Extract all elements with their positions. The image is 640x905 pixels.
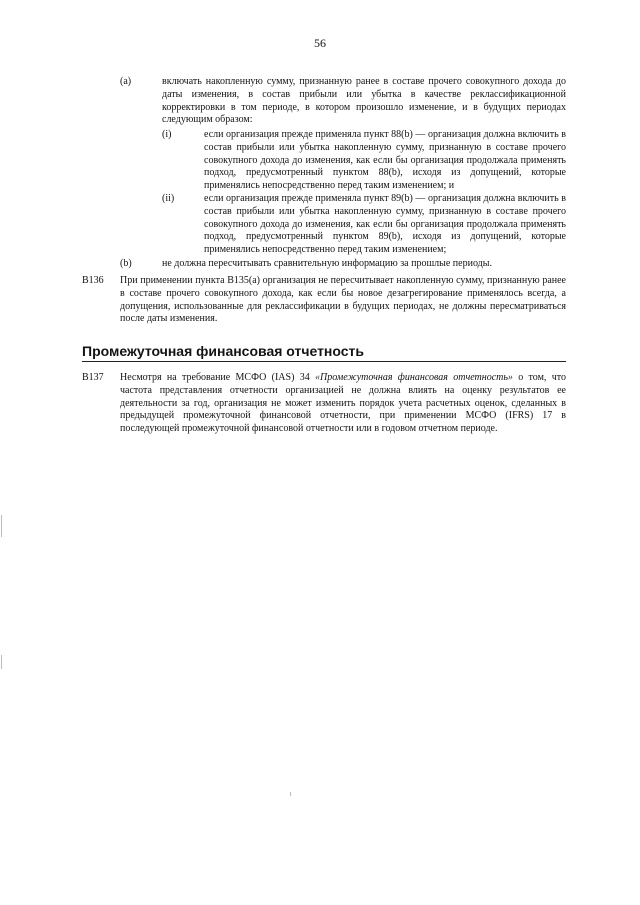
item-a-i-text: если организация прежде применяла пункт 88(b) — организация должна включить в состав прибыли или убытка накопленную сумму, признанную в составе прочего совокупного дохода до изменения, как если бы организация продолжала применять подход, предусмотренный пунктом 88(b), исходя из допущений, которые применялись непосредственно перед таким изменением; и (204, 129, 566, 192)
item-a-text: включать накопленную сумму, признанную ранее в составе прочего совокупного дохода до даты изменения, в состав прибыли или убытка в качестве реклассификационной корректировки в том периоде, в котором произошло изменение, и в будущих периодах следующим образом: (162, 76, 566, 126)
scan-artifact (290, 792, 291, 796)
b137-standard-title: «Промежуточная финансовая отчетность» (315, 372, 513, 383)
item-a-ii-text: если организация прежде применяла пункт 89(b) — организация должна включить в состав прибыли или убытка накопленную сумму, признанную в составе прочего совокупного дохода до изменения, как если бы организация продолжала применять подход, предусмотренный пунктом 89(b), исходя из допущений, которые применялись непосредственно перед таким изменением; (204, 193, 566, 256)
paragraph-b137-label: B137 (82, 372, 104, 383)
paragraph-b136-label: B136 (82, 275, 104, 286)
item-b-label: (b) (120, 258, 132, 269)
paragraph-b137-text (120, 372, 566, 436)
item-b-text: не должна пересчитывать сравнительную информацию за прошлые периоды. (162, 258, 492, 269)
scan-artifact (1, 515, 2, 537)
item-a-label: (a) (120, 76, 132, 87)
paragraph-b136-text: При применении пункта B135(a) организация не пересчитывает накопленную сумму, признанную ранее в составе прочего совокупного дохода, как если бы новое дезагрегирование применялось всегда, а допущения, использованные для реклассификации в будущих периодах, не должны пересматриваться после даты изменения. (120, 275, 566, 325)
section-heading: Промежуточная финансовая отчетность (82, 343, 566, 362)
b137-text-before: Несмотря на требование МСФО (IAS) 34 (120, 372, 316, 383)
page-number: 56 (314, 36, 326, 50)
item-a-ii-label: (ii) (162, 193, 175, 204)
scan-artifact (1, 655, 2, 669)
item-a-i-label: (i) (162, 129, 172, 140)
b137-text-after: о том, что частота представления отчетности организацией не должна влиять на оценку результатов ее деятельности за год, организация не может изменить порядок учета расчетных оценок, сделанных в предыдущей промежуточной финансовой отчетности, при применении МСФО (IFRS) 17 в последующей промежуточной финансовой отчетности или в годовом отчетном периоде. (120, 372, 566, 435)
